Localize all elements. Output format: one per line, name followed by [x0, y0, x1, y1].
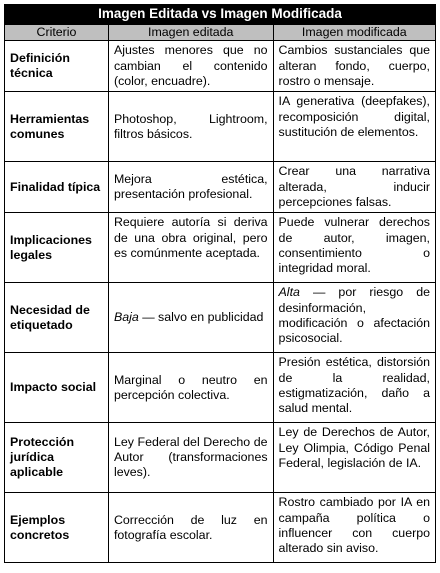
criterion-cell: Protección jurídica aplicable	[5, 423, 109, 493]
edited-cell: Mejora estética, presentación profesional.	[108, 162, 273, 213]
modified-cell: Rostro cambiado por IA en campaña política o influencer con cuerpo alterado sin aviso.	[273, 493, 435, 563]
comparison-table-container	[4, 4, 436, 563]
edited-cell: Ajustes menores que no cambian el contenido (color, encuadre).	[108, 41, 273, 92]
criterion-cell: Herramientas comunes	[5, 92, 109, 162]
modified-cell	[273, 283, 435, 353]
header-edited: Imagen editada	[108, 25, 273, 41]
edited-cell: Ley Federal del Derecho de Autor (transformaciones leves).	[108, 423, 273, 493]
table-row	[5, 41, 436, 92]
criterion-cell: Finalidad típica	[5, 162, 109, 213]
modified-cell: Presión estética, distorsión de la realidad, estigmatización, daño a salud mental.	[273, 353, 435, 423]
table-header-row	[5, 25, 436, 41]
table-row	[5, 493, 436, 563]
modified-cell: Cambios sustanciales que alteran fondo, cuerpo, rostro o mensaje.	[273, 41, 435, 92]
table-row	[5, 423, 436, 493]
edited-cell	[108, 283, 273, 353]
criterion-cell: Ejemplos concretos	[5, 493, 109, 563]
modified-cell: IA generativa (deepfakes), recomposición digital, sustitución de elementos.	[273, 92, 435, 162]
table-row	[5, 353, 436, 423]
table-row	[5, 162, 436, 213]
edited-cell: Marginal o neutro en percepción colectiva.	[108, 353, 273, 423]
modified-level: Alta	[278, 285, 300, 300]
header-criterion: Criterio	[5, 25, 109, 41]
table-row	[5, 92, 436, 162]
modified-cell: Ley de Derechos de Autor, Ley Olimpia, Código Penal Federal, legislación de IA.	[273, 423, 435, 493]
edited-cell: Requiere autoría si deriva de una obra original, pero es comúnmente aceptada.	[108, 213, 273, 283]
edited-note: — salvo en publicidad	[138, 310, 264, 325]
header-modified: Imagen modificada	[273, 25, 435, 41]
modified-note: — por riesgo de desinformación, modificación o afectación psicosocial.	[278, 285, 430, 346]
comparison-table	[4, 4, 436, 563]
edited-cell: Corrección de luz en fotografía escolar.	[108, 493, 273, 563]
criterion-cell: Implicaciones legales	[5, 213, 109, 283]
edited-level: Baja	[113, 310, 139, 325]
table-title-row	[5, 5, 436, 25]
table-row	[5, 213, 436, 283]
criterion-cell: Definición técnica	[5, 41, 109, 92]
table-row	[5, 283, 436, 353]
modified-cell: Crear una narrativa alterada, inducir percepciones falsas.	[273, 162, 435, 213]
edited-cell: Photoshop, Lightroom, filtros básicos.	[108, 92, 273, 162]
table-title: Imagen Editada vs Imagen Modificada	[5, 5, 436, 25]
criterion-cell: Necesidad de etiquetado	[5, 283, 109, 353]
modified-cell: Puede vulnerar derechos de autor, imagen, consentimiento o integridad moral.	[273, 213, 435, 283]
criterion-cell: Impacto social	[5, 353, 109, 423]
